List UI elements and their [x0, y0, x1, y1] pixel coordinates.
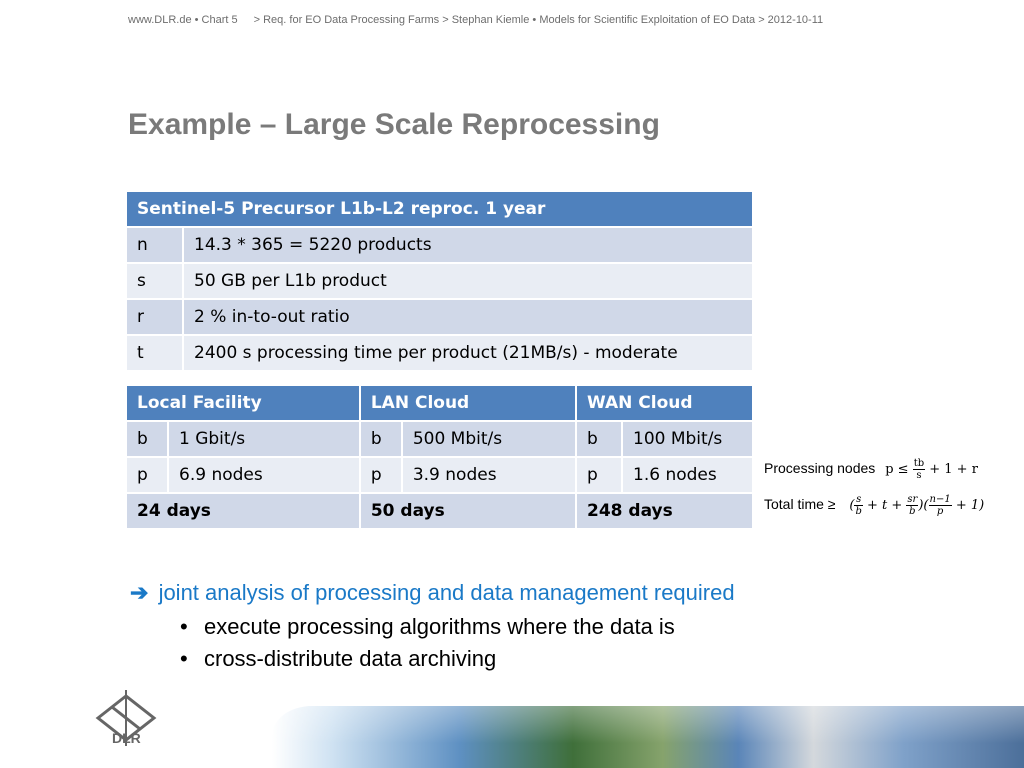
- processing-nodes-formula: [764, 458, 978, 481]
- total-local-facility: 24 days: [126, 493, 360, 529]
- parameters-table: [125, 190, 754, 372]
- paren-open: (: [849, 498, 855, 513]
- facilities-table: [125, 384, 754, 530]
- fraction: [854, 494, 862, 517]
- facility-value: 100 Mbit/s: [622, 421, 753, 457]
- param-key: s: [126, 263, 183, 299]
- facilities-table-header: [126, 385, 753, 421]
- total-wan-cloud: 248 days: [576, 493, 753, 529]
- paren-end: + 1): [955, 498, 985, 513]
- conclusion-line: [130, 580, 735, 606]
- table-row: [126, 299, 753, 335]
- facility-key: b: [576, 421, 622, 457]
- facility-key: p: [360, 457, 402, 493]
- param-key: n: [126, 227, 183, 263]
- fraction-denominator: b: [855, 506, 862, 517]
- processing-rhs: + 1 + r: [929, 462, 978, 477]
- header-local-facility: Local Facility: [126, 385, 360, 421]
- fraction-denominator: b: [909, 506, 916, 517]
- fraction: [929, 494, 952, 517]
- facility-key: b: [126, 421, 168, 457]
- table-row: [126, 457, 753, 493]
- bullet-list: [180, 614, 675, 678]
- total-time-formula: [764, 494, 984, 517]
- totals-row: [126, 493, 753, 529]
- facility-value: 1.6 nodes: [622, 457, 753, 493]
- earth-banner-image: [272, 706, 1024, 768]
- param-key: r: [126, 299, 183, 335]
- header-lan-cloud: LAN Cloud: [360, 385, 576, 421]
- processing-nodes-math: [885, 458, 978, 481]
- processing-lhs: p ≤: [885, 462, 909, 477]
- parameters-heading: Sentinel-5 Precursor L1b-L2 reproc. 1 year: [126, 191, 753, 227]
- header-breadcrumb: > Req. for EO Data Processing Farms > Stephan Kiemle • Models for Scientific Exploitation of EO Data > 2012-10-11: [253, 14, 824, 26]
- conclusion-text: joint analysis of processing and data management required: [158, 580, 735, 605]
- paren-mid: )(: [918, 498, 929, 513]
- list-item: • execute processing algorithms where the data is: [180, 614, 675, 646]
- fraction-numerator: sr: [907, 494, 918, 505]
- fraction-numerator: s: [856, 494, 862, 505]
- total-time-label: Total time ≥: [764, 496, 836, 512]
- slide-title: Example – Large Scale Reprocessing: [128, 108, 660, 141]
- dlr-logo-text: DLR: [112, 730, 141, 746]
- facility-value: 3.9 nodes: [402, 457, 576, 493]
- slide-header: [128, 14, 823, 26]
- processing-nodes-label: Processing nodes: [764, 460, 876, 476]
- table-row: [126, 421, 753, 457]
- header-left: www.DLR.de • Chart 5: [128, 14, 238, 26]
- table-row: [126, 263, 753, 299]
- facility-value: 500 Mbit/s: [402, 421, 576, 457]
- total-time-math: [849, 494, 985, 517]
- facility-key: p: [576, 457, 622, 493]
- param-value: 50 GB per L1b product: [183, 263, 753, 299]
- parameters-table-header: [126, 191, 753, 227]
- fraction: [913, 458, 925, 481]
- header-wan-cloud: WAN Cloud: [576, 385, 753, 421]
- param-key: t: [126, 335, 183, 371]
- fraction-numerator: n−1: [929, 494, 951, 505]
- facility-key: p: [126, 457, 168, 493]
- param-value: 14.3 * 365 = 5220 products: [183, 227, 753, 263]
- param-value: 2 % in-to-out ratio: [183, 299, 753, 335]
- right-arrow-icon: ➔: [130, 580, 149, 605]
- facility-key: b: [360, 421, 402, 457]
- fraction-denominator: s: [916, 470, 922, 481]
- table-row: [126, 335, 753, 371]
- plus-t: + t +: [867, 498, 903, 513]
- fraction: [906, 494, 918, 517]
- param-value: 2400 s processing time per product (21MB/s) - moderate: [183, 335, 753, 371]
- table-row: [126, 227, 753, 263]
- fraction-denominator: p: [936, 506, 944, 517]
- fraction-numerator: tb: [913, 458, 925, 469]
- facility-value: 1 Gbit/s: [168, 421, 360, 457]
- list-item: • cross-distribute data archiving: [180, 646, 675, 678]
- total-lan-cloud: 50 days: [360, 493, 576, 529]
- facility-value: 6.9 nodes: [168, 457, 360, 493]
